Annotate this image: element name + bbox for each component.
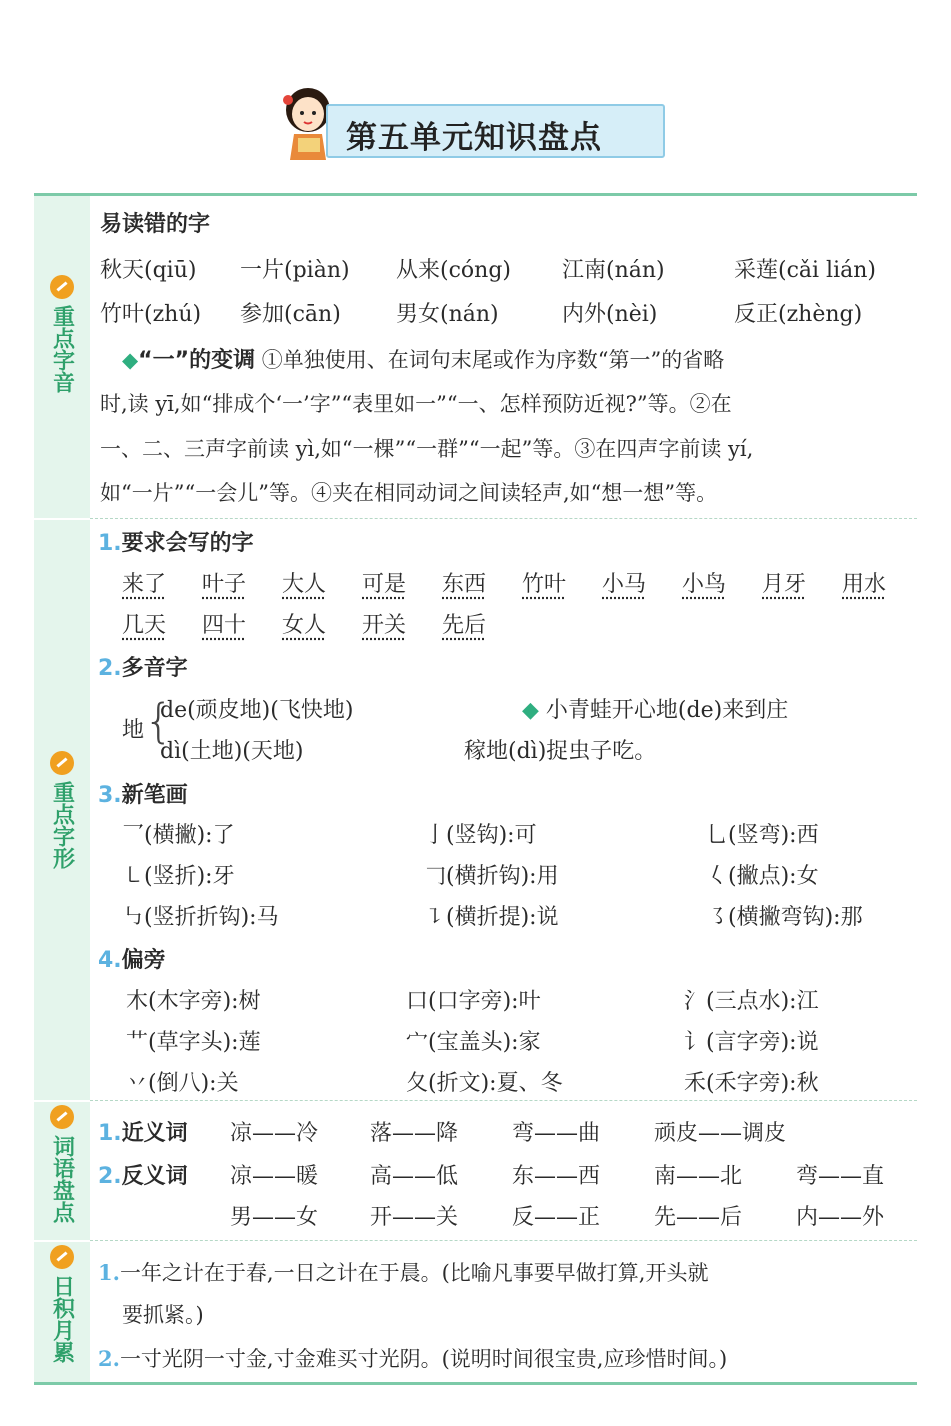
pencil-icon xyxy=(50,751,74,775)
tone-line-3: 一、二、三声字前读 yì,如“一棵”“一群”“一起”等。③在四声字前读 yí, xyxy=(100,437,754,461)
title-box xyxy=(326,104,665,158)
pron-word: 秋天(qiū) xyxy=(100,258,197,283)
pron-word: 从来(cóng) xyxy=(396,258,511,283)
pron-word: 采莲(cǎi lián) xyxy=(734,258,876,283)
tone-line-2: 时,读 yī,如“排成个‘一’字”“表里如一”“一、怎样预防近视?”等。②在 xyxy=(100,392,732,416)
section-divider xyxy=(90,1100,917,1101)
pron-word: 一片(piàn) xyxy=(240,258,350,283)
side-label-pronunciation: 重点字音 xyxy=(34,275,90,393)
pron-word: 内外(nèi) xyxy=(562,302,658,327)
poly-char: 地 xyxy=(122,718,145,743)
side-label-words: 词语盘点 xyxy=(34,1105,90,1223)
side-label-shape: 重点字形 xyxy=(34,751,90,869)
pron-word: 江南(nán) xyxy=(562,258,665,283)
bottom-border xyxy=(34,1382,917,1385)
saying-1-line-2: 要抓紧。) xyxy=(122,1303,204,1327)
tone-title: “一”的变调 xyxy=(138,348,256,373)
brace-icon: { xyxy=(144,694,174,748)
saying-2: 2.一寸光阴一寸金,寸金难买寸光阴。(说明时间很宝贵,应珍惜时间。) xyxy=(98,1346,728,1371)
pencil-icon xyxy=(50,275,74,299)
tone-line-4: 如“一片”“一会儿”等。④夹在相同动词之间读轻声,如“想一想”等。 xyxy=(100,481,718,505)
section-divider xyxy=(90,1240,917,1241)
poly-example-2: 稼地(dì)捉虫子吃。 xyxy=(464,739,657,764)
shape-heading-2: 2.多音字 xyxy=(98,656,188,681)
diamond-icon: ◆ xyxy=(122,348,139,372)
pron-word: 男女(nán) xyxy=(396,302,499,327)
poly-line-1: de(顽皮地)(飞快地) xyxy=(160,698,354,723)
section-divider xyxy=(90,518,917,519)
antonym-heading: 2.反义词 xyxy=(98,1164,188,1189)
poly-example-1: ◆ 小青蛙开心地(de)来到庄 xyxy=(522,698,789,723)
pron-word: 竹叶(zhú) xyxy=(100,302,202,327)
synonym-heading: 1.近义词 xyxy=(98,1121,188,1146)
tone-text: ①单独使用、在词句末尾或作为序数“第一”的省略 xyxy=(261,348,725,372)
title-banner xyxy=(278,82,670,162)
content-frame: 重点字音 重点字形 词语盘点 日积月累 易读错的字 秋天(qiū) 一片(piàn) 从来(cóng) 江南(nán) 采莲(cǎi lián) 竹叶(zhú) 参加(cān) 男女(nán) 内外(nèi) 反正(zhèng) ◆“一”的变调 ①单独使用、在词句末尾或作为序数“第一”的省略 时,读 yī,如“排成个‘一’字”“表里如一”“一、怎样预防近视?”等。②在 一、二、三声字前读 yì,如“一棵”“一群”“一起”等。③在四声字前读 yí, 如“一片”“一会儿”等。④夹在相同动词之间读轻声,如“想一想”等。 1.要求会写的字 来了 叶子 大人 可是 东西 竹叶 小马 小鸟 月牙 用水 几天 四十 女人 开关 先后 2.多音字 地 { de(顽皮地)(飞快地) dì(土地)(天地) ◆ 小青蛙开心地(de)来到庄 稼地(dì)捉虫子吃。 3.新笔画 乛(横撇):了 亅(竖钩):可 乚(竖弯):西 ㇄(竖折):牙 𠃌(横折钩):用 𡿨(撇点):女 ㇉(竖折折钩):马 ㇊(横折提):说 ㇌(横撇弯钩):那 4.偏旁 木(木字旁):树 口(口字旁):叶 氵(三点水):江 艹(草字头):莲 宀(宝盖头):家 讠(言字旁):说 丷(倒八):关 夂(折文):夏、冬 禾(禾字旁):秋 1.近义词 凉——冷 落——降 弯——曲 顽皮——调皮 2.反义词 凉——暖 高——低 东——西 南——北 弯——直 男——女 开——关 反——正 先——后 内——外 1.一年之计在于春,一日之计在于晨。(比喻凡事要早做打算,开头就 要抓紧。) 2.一寸光阴一寸金,寸金难买寸光阴。(说明时间很宝贵,应珍惜时间。) xyxy=(34,193,917,1385)
shape-heading-3: 3.新笔画 xyxy=(98,783,188,808)
side-label-accumulate: 日积月累 xyxy=(34,1245,90,1363)
pronunciation-heading: 易读错的字 xyxy=(100,212,211,237)
diamond-icon: ◆ xyxy=(522,698,539,723)
pron-word: 反正(zhèng) xyxy=(734,302,863,327)
pencil-icon xyxy=(50,1245,74,1269)
saying-1-line-1: 1.一年之计在于春,一日之计在于晨。(比喻凡事要早做打算,开头就 xyxy=(98,1260,709,1285)
poly-line-2: dì(土地)(天地) xyxy=(160,739,304,764)
pencil-icon xyxy=(50,1105,74,1129)
shape-heading-4: 4.偏旁 xyxy=(98,948,166,973)
tone-line-1 xyxy=(122,343,724,374)
top-border xyxy=(34,193,917,196)
shape-heading-1: 1.要求会写的字 xyxy=(98,531,254,556)
pron-word: 参加(cān) xyxy=(240,302,341,327)
page-title: 第五单元知识盘点 xyxy=(346,120,602,156)
